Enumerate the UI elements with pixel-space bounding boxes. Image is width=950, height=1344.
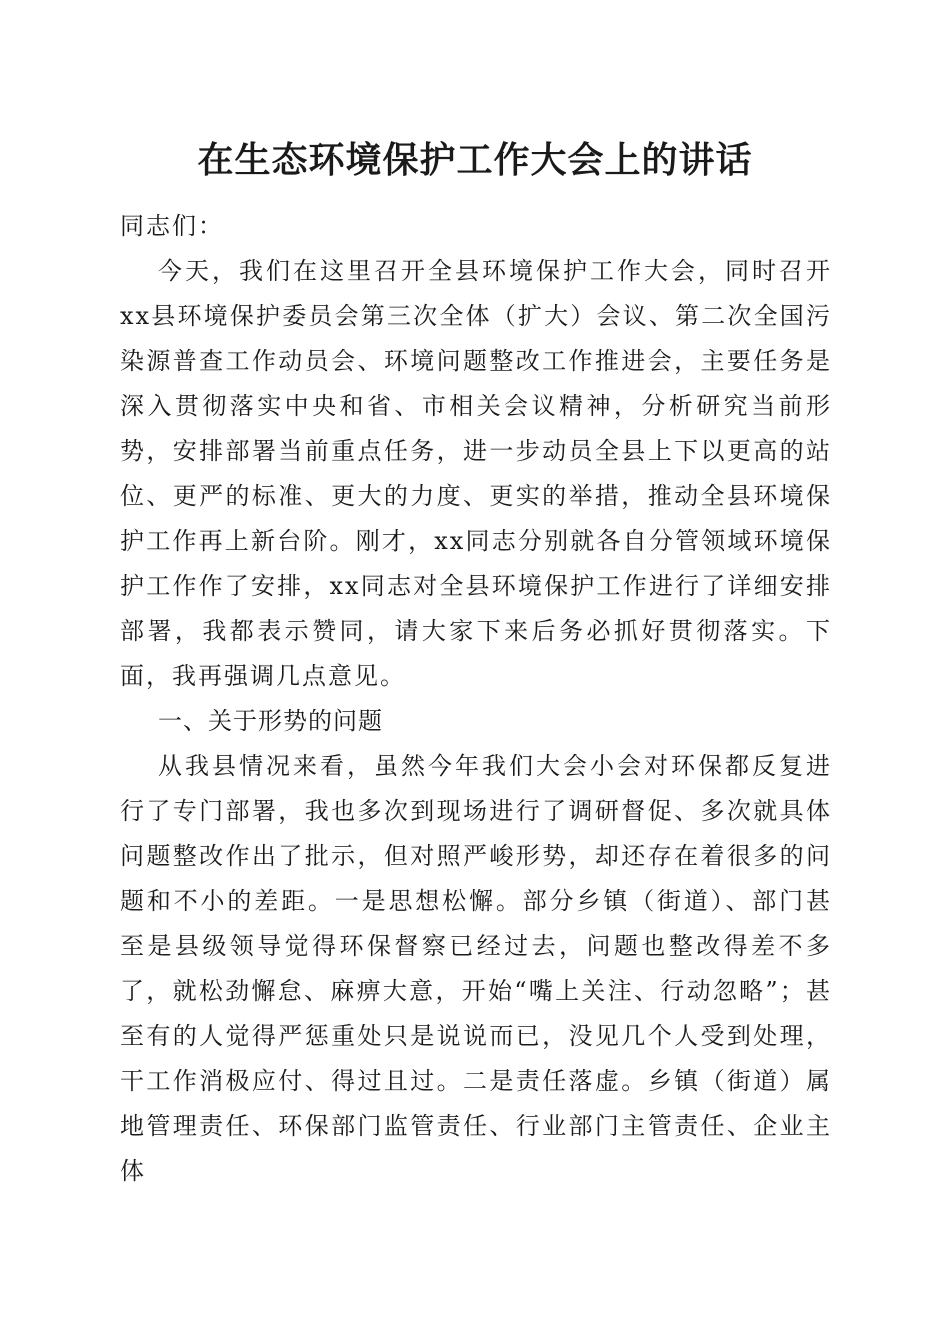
salutation: 同志们： [120,212,224,240]
paragraph-situation: 从我县情况来看，虽然今年我们大会小会对环保都反复进行了专门部署，我也多次到现场进行了调研督促、多次就具体问题整改作出了批示，但对照严峻形势，却还存在着很多的问题和不小的差距。一是思想松懈。部分乡镇（街道）、部门甚至是县级领导觉得环保督察已经过去，问题也整改得差不多了，就松劲懈怠、麻痹大意，开始“嘴上关注、行动忽略”；甚至有的人觉得严惩重处只是说说而已，没见几个人受到处理，干工作消极应付、得过且过。二是责任落虚。乡镇（街道）属地管理责任、环保部门监管责任、行业部门主管责任、企业主体 [120,752,832,1185]
paragraph-opening: 今天，我们在这里召开全县环境保护工作大会，同时召开xx县环境保护委员会第三次全体（扩大）会议、第二次全国污染源普查工作动员会、环境问题整改工作推进会，主要任务是深入贯彻落实中央和省、市相关会议精神，分析研究当前形势，安排部署当前重点任务，进一步动员全县上下以更高的站位、更严的标准、更大的力度、更实的举措，推动全县环境保护工作再上新台阶。刚才，xx同志分别就各自分管领域环境保护工作作了安排，xx同志对全县环境保护工作进行了详细安排部署，我都表示赞同，请大家下来后务必抓好贯彻落实。下面，我再强调几点意见。 [120,257,832,690]
section-heading-situation: 一、关于形势的问题 [158,707,383,735]
document-body [120,204,832,1194]
document-title: 在生态环境保护工作大会上的讲话 [197,139,753,181]
